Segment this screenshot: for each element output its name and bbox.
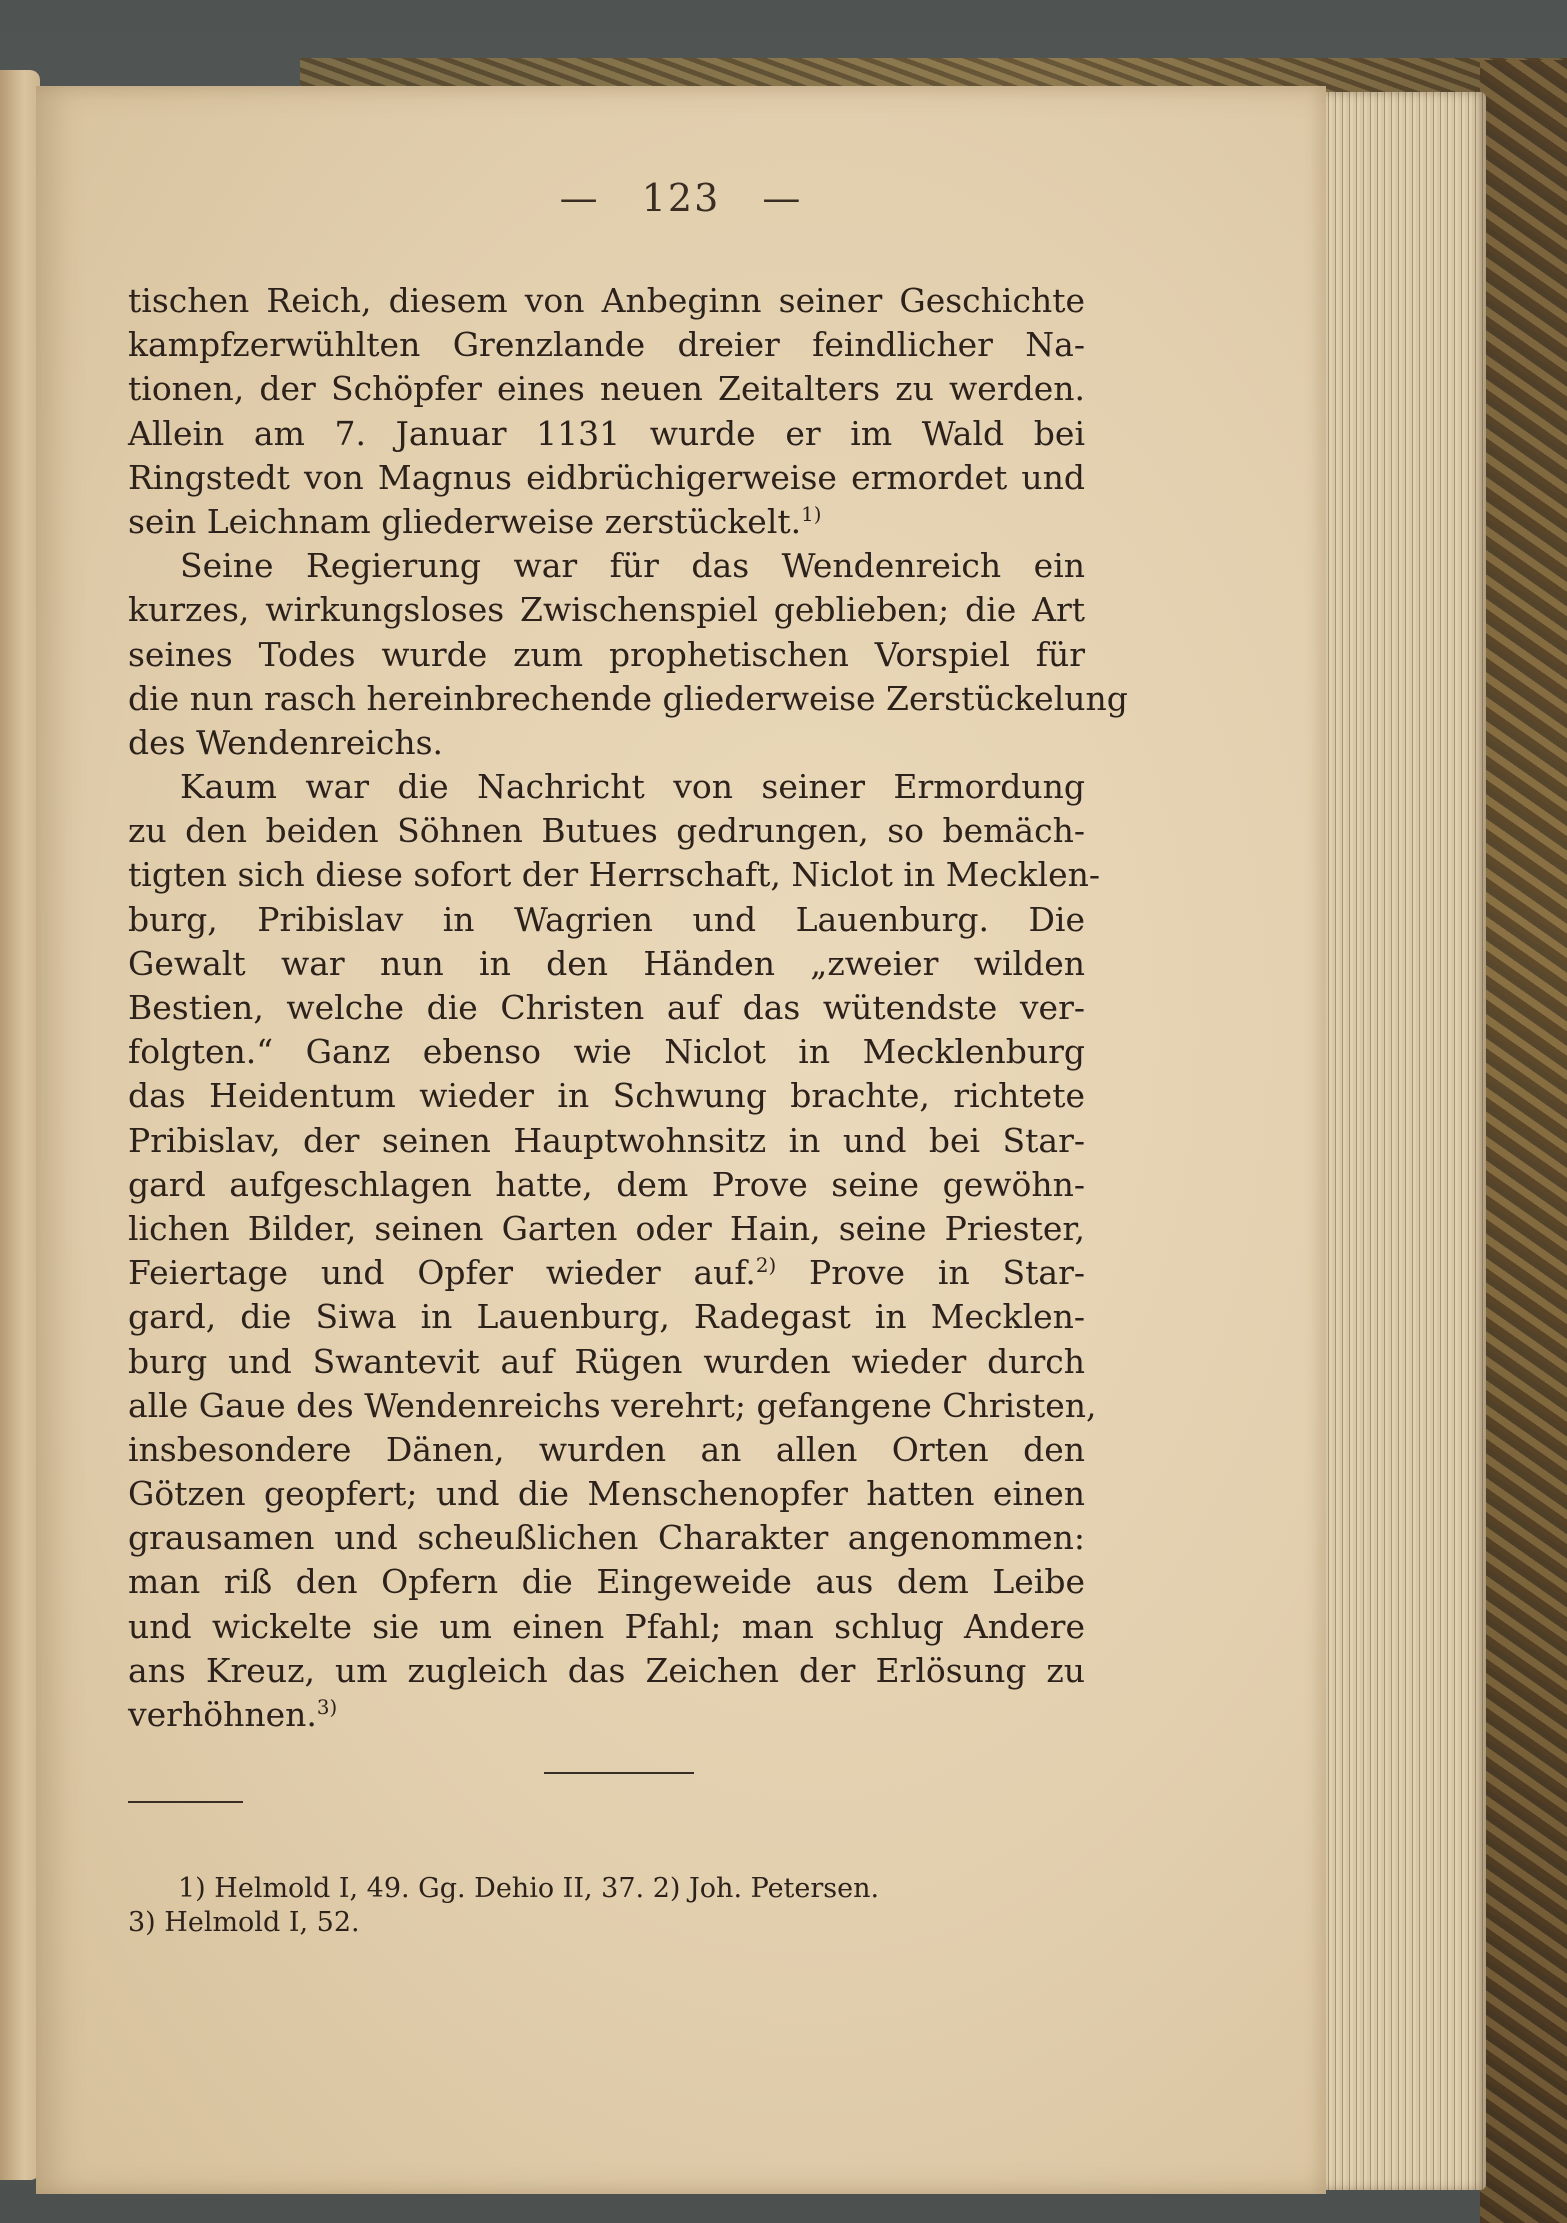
line-text: die nun rasch hereinbrechende gliederweise Zerstückelung <box>128 678 1128 718</box>
text-line <box>128 412 1085 456</box>
text-line <box>128 1340 1085 1384</box>
text-line <box>128 544 1085 588</box>
text-line <box>128 853 1101 897</box>
text-line <box>128 1649 1085 1693</box>
footnote-marker: 3) <box>316 1696 338 1719</box>
text-line <box>128 1605 1085 1649</box>
line-text: folgten.“ Ganz ebenso wie Niclot in Mecklenburg <box>128 1032 1085 1072</box>
text-line <box>128 1295 1085 1339</box>
book-page <box>36 86 1326 2194</box>
line-text: zu den beiden Söhnen Butues gedrungen, so bemäch- <box>128 811 1085 851</box>
line-text: insbesondere Dänen, wurden an allen Orten den <box>128 1429 1085 1469</box>
text-line <box>128 588 1085 632</box>
text-line <box>128 323 1085 367</box>
previous-page-edge <box>0 70 40 2180</box>
body-text <box>128 279 1128 1737</box>
text-line <box>128 721 1085 765</box>
text-line <box>128 1472 1085 1516</box>
line-text: lichen Bilder, seinen Garten oder Hain, seine Priester, <box>128 1208 1085 1248</box>
line-text: Allein am 7. Januar 1131 wurde er im Wald bei <box>128 413 1085 453</box>
line-text: des Wendenreichs. <box>128 722 444 762</box>
text-line <box>128 1119 1085 1163</box>
line-text: das Heidentum wieder in Schwung brachte, richtete <box>128 1076 1085 1116</box>
line-text: gard, die Siwa in Lauenburg, Radegast in Mecklen- <box>128 1297 1085 1337</box>
line-text: Ringstedt von Magnus eidbrüchigerweise ermordet und <box>128 457 1085 497</box>
line-text: gard aufgeschlagen hatte, dem Prove seine gewöhn- <box>128 1164 1085 1204</box>
text-line <box>128 1384 1097 1428</box>
text-line <box>128 986 1085 1030</box>
line-text: sein Leichnam gliederweise zerstückelt. <box>128 501 802 541</box>
text-line <box>128 500 1085 544</box>
page-number-header: — 123 — <box>559 176 803 220</box>
line-text: Seine Regierung war für das Wendenreich ein <box>180 546 1085 586</box>
text-line <box>128 633 1085 677</box>
line-text: burg und Swantevit auf Rügen wurden wieder durch <box>128 1341 1085 1381</box>
line-text: kurzes, wirkungsloses Zwischenspiel geblieben; die Art <box>128 590 1085 630</box>
page-fore-edge <box>1318 92 1486 2190</box>
line-text: grausamen und scheußlichen Charakter angenommen: <box>128 1518 1085 1558</box>
text-line <box>128 1163 1085 1207</box>
text-line <box>128 1251 1085 1295</box>
footnote-line-1: 1) Helmold I, 49. Gg. Dehio II, 37. 2) Joh. Petersen. <box>178 1873 880 1904</box>
text-line <box>128 367 1085 411</box>
text-line <box>128 1560 1085 1604</box>
line-text: und wickelte sie um einen Pfahl; man schlug Andere <box>128 1606 1085 1646</box>
text-line <box>128 1207 1085 1251</box>
line-text: man riß den Opfern die Eingeweide aus dem Leibe <box>128 1562 1085 1602</box>
text-line <box>128 765 1085 809</box>
text-line <box>128 456 1085 500</box>
line-text: verhöhnen. <box>128 1695 317 1734</box>
text-line <box>128 1516 1085 1560</box>
text-line <box>128 942 1085 986</box>
line-text: Bestien, welche die Christen auf das wütendste ver- <box>128 988 1085 1027</box>
line-text: Gewalt war nun in den Händen „zweier wilden <box>128 943 1085 983</box>
footnote-line-2: 3) Helmold I, 52. <box>128 1907 360 1938</box>
line-text: burg, Pribislav in Wagrien und Lauenburg. Die <box>128 899 1085 939</box>
line-text: alle Gaue des Wendenreichs verehrt; gefangene Christen, <box>128 1385 1097 1425</box>
footnote-marker: 1) <box>801 502 822 526</box>
line-text: tionen, der Schöpfer eines neuen Zeitalters zu werden. <box>128 369 1085 409</box>
text-line <box>128 677 1128 721</box>
text-line <box>128 1693 1085 1737</box>
cover-board <box>1480 60 1567 2223</box>
line-text: Götzen geopfert; und die Menschenopfer hatten einen <box>128 1474 1085 1514</box>
section-end-rule <box>544 1772 694 1774</box>
text-line <box>128 1428 1085 1472</box>
line-text: tischen Reich, diesem von Anbeginn seiner Geschichte <box>128 281 1085 320</box>
line-text-tail: Prove in Star- <box>776 1253 1086 1293</box>
line-text: tigten sich diese sofort der Herrschaft, Niclot in Mecklen- <box>128 855 1101 895</box>
footnote-separator <box>128 1801 243 1803</box>
footnotes <box>128 1872 1085 1940</box>
text-line <box>128 279 1085 323</box>
footnote-marker: 2) <box>755 1254 777 1278</box>
text-line <box>128 1074 1085 1118</box>
line-text: Pribislav, der seinen Hauptwohnsitz in und bei Star- <box>128 1120 1085 1160</box>
line-text: seines Todes wurde zum prophetischen Vorspiel für <box>128 634 1085 674</box>
line-text: ans Kreuz, um zugleich das Zeichen der Erlösung zu <box>128 1650 1085 1690</box>
line-text: Feiertage und Opfer wieder auf. <box>128 1253 756 1293</box>
text-line <box>128 898 1085 942</box>
text-line <box>128 809 1085 853</box>
text-line <box>128 1030 1085 1074</box>
line-text: Kaum war die Nachricht von seiner Ermordung <box>180 767 1085 807</box>
line-text: kampfzerwühlten Grenzlande dreier feindlicher Na- <box>128 325 1085 365</box>
